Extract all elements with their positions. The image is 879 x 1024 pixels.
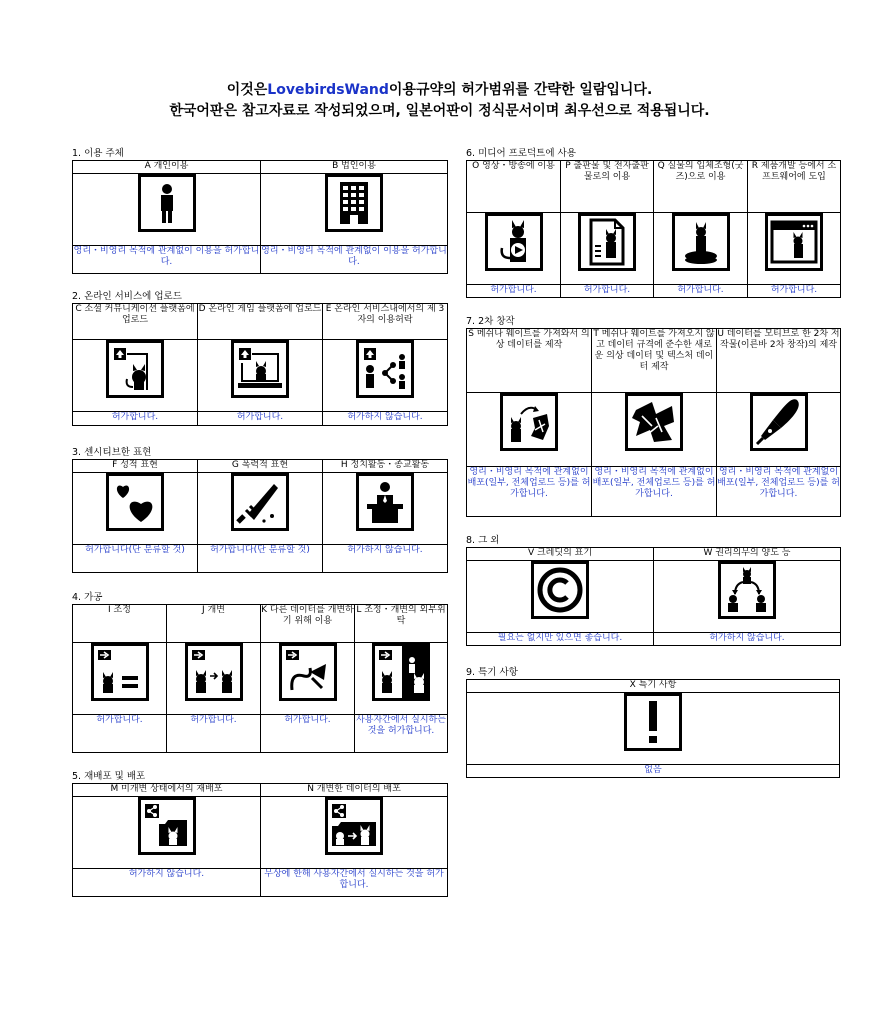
section-special-notes: [466, 666, 840, 778]
status-m: 허가하지 않습니다.: [73, 869, 261, 897]
header-d: D 온라인 게임 플랫폼에 업로드: [198, 304, 323, 340]
adjust-icon: [91, 643, 149, 701]
status-x: 없음: [467, 765, 840, 778]
header-p: P 출판물 및 전자출판물로의 이용: [561, 161, 654, 213]
brand-name: LovebirdsWand: [267, 82, 389, 98]
section-other: [466, 534, 841, 646]
section-label: 1. 이용 주체: [72, 148, 124, 159]
section-label: 3. 센시티브한 표현: [72, 447, 152, 458]
section-derivative: [466, 315, 841, 517]
section-online-upload: [72, 290, 448, 426]
header-b: B 법인이용: [261, 161, 448, 174]
header-l: L 조정・개변의 외부위탁: [355, 605, 448, 643]
header-e: E 온라인 서비스내에서의 제 3자의 이용허락: [323, 304, 448, 340]
status-o: 허가합니다.: [467, 285, 561, 298]
permission-table: [466, 328, 841, 517]
outsource-icon: [372, 643, 430, 701]
section-label: 6. 미디어 프로덕트에 사용: [466, 148, 576, 159]
header-a: A 개인이용: [73, 161, 261, 174]
section-sensitive: [72, 446, 448, 573]
header-f: F 성적 표현: [73, 460, 198, 473]
hearts-icon: [106, 473, 164, 531]
status-j: 허가합니다.: [167, 715, 261, 753]
status-s: 영리・비영리 목적에 관계없이 배포(일부, 전체업로드 등)를 허가합니다.: [467, 467, 592, 517]
status-r: 허가합니다.: [748, 285, 841, 298]
software-icon: [765, 213, 823, 271]
status-w: 허가하지 않습니다.: [654, 633, 841, 646]
status-c: 허가합니다.: [73, 412, 198, 426]
modify-icon: [185, 643, 243, 701]
section-label: 8. 그 외: [466, 535, 500, 546]
header-j: J 개변: [167, 605, 261, 643]
exclamation-icon: [624, 693, 682, 751]
podium-icon: [356, 473, 414, 531]
permission-table: [466, 547, 841, 646]
person-icon: [138, 174, 196, 232]
status-g: 허가합니다(단 분류할 것): [198, 545, 323, 573]
section-processing: [72, 591, 448, 753]
permission-table: [72, 604, 448, 753]
status-u: 영리・비영리 목적에 관계없이 배포(일부, 전체업로드 등)를 허가합니다.: [717, 467, 841, 517]
status-q: 허가합니다.: [654, 285, 748, 298]
section-label: 9. 특기 사항: [466, 667, 518, 678]
permission-table: [72, 160, 448, 274]
copyright-icon: [531, 561, 589, 619]
header-h: H 정치활동・종교활동: [323, 460, 448, 473]
status-t: 영리・비영리 목적에 관계없이 배포(일부, 전체업로드 등)를 허가합니다.: [592, 467, 717, 517]
transfer-rights-icon: [718, 561, 776, 619]
figure-icon: [672, 213, 730, 271]
status-i: 허가합니다.: [73, 715, 167, 753]
header-w: W 권리의무의 양도 등: [654, 548, 841, 561]
page-title: [0, 80, 879, 100]
publication-icon: [578, 213, 636, 271]
pen-nib-icon: [750, 393, 808, 451]
header-k: K 다른 데이터를 개변하기 위해 이용: [261, 605, 355, 643]
section-usage-subject: [72, 147, 448, 274]
header-g: G 폭력적 표현: [198, 460, 323, 473]
third-party-share-icon: [356, 340, 414, 398]
status-n: 무상에 한해 사용자간에서 실시하는 것을 허가합니다.: [261, 869, 448, 897]
status-k: 허가합니다.: [261, 715, 355, 753]
status-a: 영리・비영리 목적에 관계없이 이용을 허가합니다.: [73, 246, 261, 274]
clothing-icon: [625, 393, 683, 451]
header-m: M 미개변 상태에서의 재배포: [73, 784, 261, 797]
status-v: 필요는 없지만 있으면 좋습니다.: [467, 633, 654, 646]
section-label: 2. 온라인 서비스에 업로드: [72, 291, 182, 302]
page-subtitle: 한국어판은 참고자료로 작성되었으며, 일본어판이 정식문서이며 최우선으로 적용됩니다.: [169, 103, 710, 119]
status-b: 영리・비영리 목적에 관계없이 이용을 허가합니다.: [261, 246, 448, 274]
permission-table: [72, 783, 448, 897]
section-label: 5. 재배포 및 배포: [72, 771, 146, 782]
redistribute-icon: [138, 797, 196, 855]
section-media-product: [466, 147, 841, 298]
clothing-transfer-icon: [500, 393, 558, 451]
title-prefix: 이것은: [226, 82, 268, 98]
status-e: 허가하지 않습니다.: [323, 412, 448, 426]
permission-table: [466, 160, 841, 298]
header-u: U 데이터를 모티브로 한 2차 저작물(이른바 2차 창작)의 제작: [717, 329, 841, 393]
header-x: X 특기 사항: [467, 680, 840, 693]
transform-icon: [279, 643, 337, 701]
header-q: Q 실물의 입체조형(굿즈)으로 이용: [654, 161, 748, 213]
upload-sns-icon: [106, 340, 164, 398]
permission-table: [72, 303, 448, 426]
header-v: V 크레딧의 표기: [467, 548, 654, 561]
status-l: 사용자간에서 실시하는 것을 허가합니다.: [355, 715, 448, 753]
distribute-modified-icon: [325, 797, 383, 855]
header-t: T 메쉬나 웨이트를 가져오지 않고 데이터 규격에 준수한 새로운 의상 데이터 및 텍스처 데이터 제작: [592, 329, 717, 393]
header-n: N 개변한 데이터의 배포: [261, 784, 448, 797]
status-p: 허가합니다.: [561, 285, 654, 298]
section-label: 7. 2차 창작: [466, 316, 515, 327]
section-redistribution: [72, 770, 448, 897]
status-d: 허가합니다.: [198, 412, 323, 426]
header-r: R 제품개발 등에서 소프트웨어에 도입: [748, 161, 841, 213]
header-i: I 조정: [73, 605, 167, 643]
section-label: 4. 가공: [72, 592, 103, 603]
title-suffix: 이용규약의 허가범위를 간략한 일람입니다.: [388, 82, 653, 98]
permission-table: [72, 459, 448, 573]
status-f: 허가합니다(단 분류할 것): [73, 545, 198, 573]
upload-game-icon: [231, 340, 289, 398]
video-icon: [485, 213, 543, 271]
header-o: O 영상・방송에 이용: [467, 161, 561, 213]
permission-table: [466, 679, 840, 778]
status-h: 허가하지 않습니다.: [323, 545, 448, 573]
header-s: S 메쉬나 웨이트를 가져와서 의상 데이터를 제작: [467, 329, 592, 393]
knife-icon: [231, 473, 289, 531]
header-c: C 소셜 커뮤니케이션 플랫폼에 업로드: [73, 304, 198, 340]
building-icon: [325, 174, 383, 232]
